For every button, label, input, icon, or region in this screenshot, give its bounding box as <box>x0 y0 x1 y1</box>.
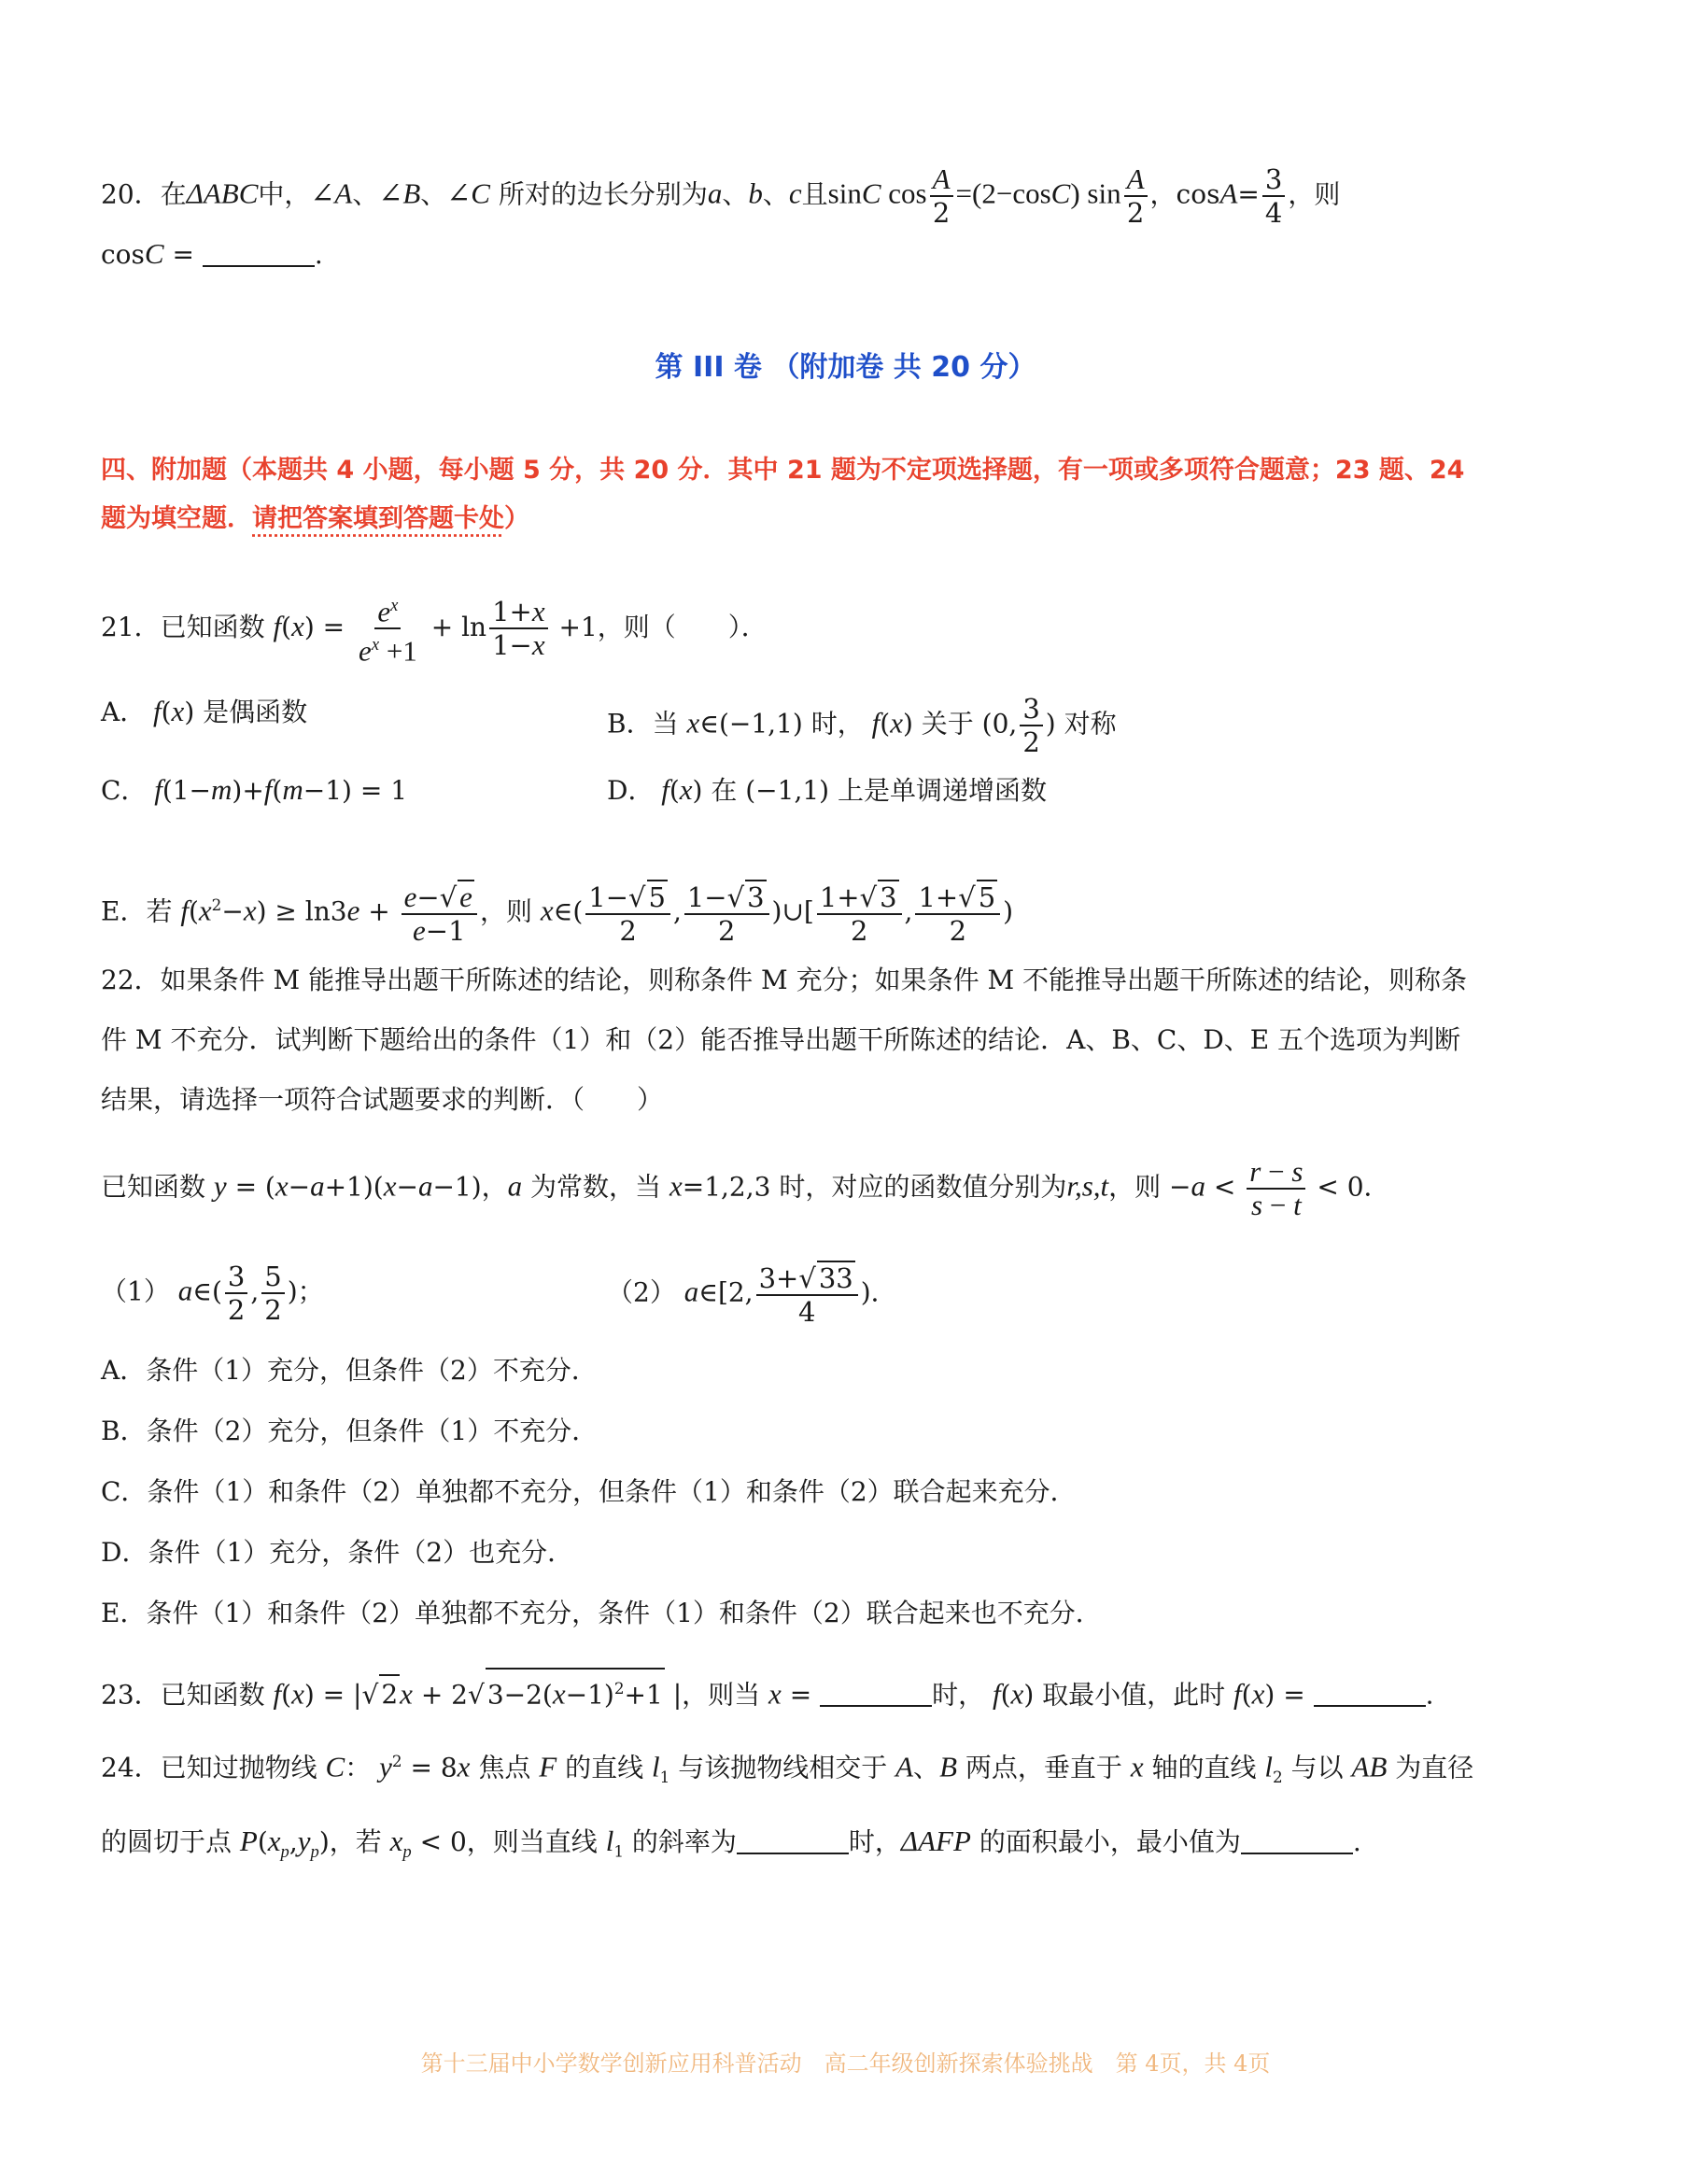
instructions-highlight: 请把答案填到答题卡处 <box>252 504 504 533</box>
q23-answer-blank-1[interactable] <box>820 1677 932 1707</box>
q23-answer-blank-2[interactable] <box>1314 1677 1426 1707</box>
q21-option-a[interactable]: A． f(x) 是偶函数 <box>101 695 308 727</box>
q23: 23．已知函数 f(x) = |√ 2x + 2√ $3-2(x-1)^2+1$ |，则当 x = 时， f(x) 取最小值，此时 f(x) = . <box>101 1668 1433 1713</box>
q22-option-d[interactable]: D．条件（1）充分，条件（2）也充分． <box>101 1537 574 1568</box>
q22-line3: 结果，请选择一项符合试题要求的判断．（ ） <box>101 1084 664 1115</box>
q21-option-c[interactable]: C． f(1−m)+f(m−1) = 1 <box>101 773 408 806</box>
q24-answer-blank-1[interactable] <box>737 1825 849 1854</box>
q22-condition-2: （2） a∈[2, $\frac{3+√ 33}{4}$ )． <box>607 1262 897 1328</box>
instructions-line1: 四、附加题（本题共 4 小题，每小题 5 分，共 20 分．其中 21 题为不定项选择题，有一项或多项符合题意；23 题、24 <box>101 456 1465 485</box>
q21-stem: 21．已知函数 f(x) = $\frac{e^x}{e^x +1}$ + ln $\frac{1+x}{1-x}$ +1，则（ ）． <box>101 590 768 668</box>
q21-option-d[interactable]: D． f(x) 在 (−1,1) 上是单调递增函数 <box>607 773 1047 806</box>
q22-option-c[interactable]: C．条件（1）和条件（2）单独都不充分，但条件（1）和条件（2）联合起来充分． <box>101 1476 1077 1507</box>
q20-line1: 20．在ΔABC中，∠A、∠B、∠C 所对的边长分别为a、b、c且sinC cos $\frac{A}{2}$ =(2−cosC) sin $\frac{A}{2}$ ，cosA= $\frac{3}{4}$ ，则 <box>101 162 1341 229</box>
q24-answer-blank-2[interactable] <box>1241 1825 1353 1854</box>
q22-option-a[interactable]: A．条件（1）充分，但条件（2）不充分． <box>101 1355 598 1386</box>
q24-line1: 24．已知过抛物线 C： $y^2 = 8x$ 焦点 F 的直线 $l_1$ 与该抛物线相交于 A、B 两点，垂直于 x 轴的直线 $l_2$ 与以 AB 为直径 <box>101 1750 1474 1786</box>
q22-stem: 已知函数 y = (x−a+1)(x−a−1)，a 为常数，当 x=1,2,3 时，对应的函数值分别为r,s,t，则 −a < $\frac{r - s}{s - t}$ < 0． <box>101 1155 1390 1221</box>
q22-option-e[interactable]: E．条件（1）和条件（2）单独都不充分，条件（1）和条件（2）联合起来也不充分． <box>101 1598 1102 1628</box>
instructions-line2: 题为填空题．请把答案填到答题卡处） <box>101 504 529 533</box>
q21-option-b[interactable]: B．当 x∈(−1,1) 时， f(x) 关于 (0, $\frac{3}{2}$ ) 对称 <box>607 693 1117 758</box>
q22-line2: 件 M 不充分．试判断下题给出的条件（1）和（2）能否推导出题干所陈述的结论．A、B、C、D、E 五个选项为判断 <box>101 1024 1461 1055</box>
q22-condition-1: （1） a∈( $\frac{3}{2}$ , $\frac{5}{2}$ )； <box>101 1261 324 1326</box>
section-title: 第 III 卷 （附加卷 共 20 分） <box>655 351 1036 384</box>
q20-line2: cosC = . <box>101 237 323 270</box>
q24-line2: 的圆切于点 $P(x_p,y_p)$，若 $x_p < 0$，则当直线 $l_1$ 的斜率为 时，ΔAFP 的面积最小，最小值为 . <box>101 1825 1361 1863</box>
q21-option-e[interactable]: E．若 $f(x^2-x) \ge \ln 3e$ + $\frac{e-√e}{e-1}$ ，则 x∈( $\frac{1-√ 5}{2}$ , $\frac{1-√ 3}{2}$ )∪[ $\frac{1+√ 3}{2}$ , $\frac{1+√ 5}{2}$ ) <box>101 881 1014 947</box>
q20-answer-blank[interactable] <box>203 237 315 267</box>
q22-option-b[interactable]: B．条件（2）充分，但条件（1）不充分． <box>101 1416 599 1446</box>
q22-line1: 22．如果条件 M 能推导出题干所陈述的结论，则称条件 M 充分；如果条件 M 不能推导出题干所陈述的结论，则称条 <box>101 965 1468 995</box>
page-footer: 第十三届中小学数学创新应用科普活动 高二年级创新探索体验挑战 第 4页，共 4页 <box>420 2050 1271 2077</box>
